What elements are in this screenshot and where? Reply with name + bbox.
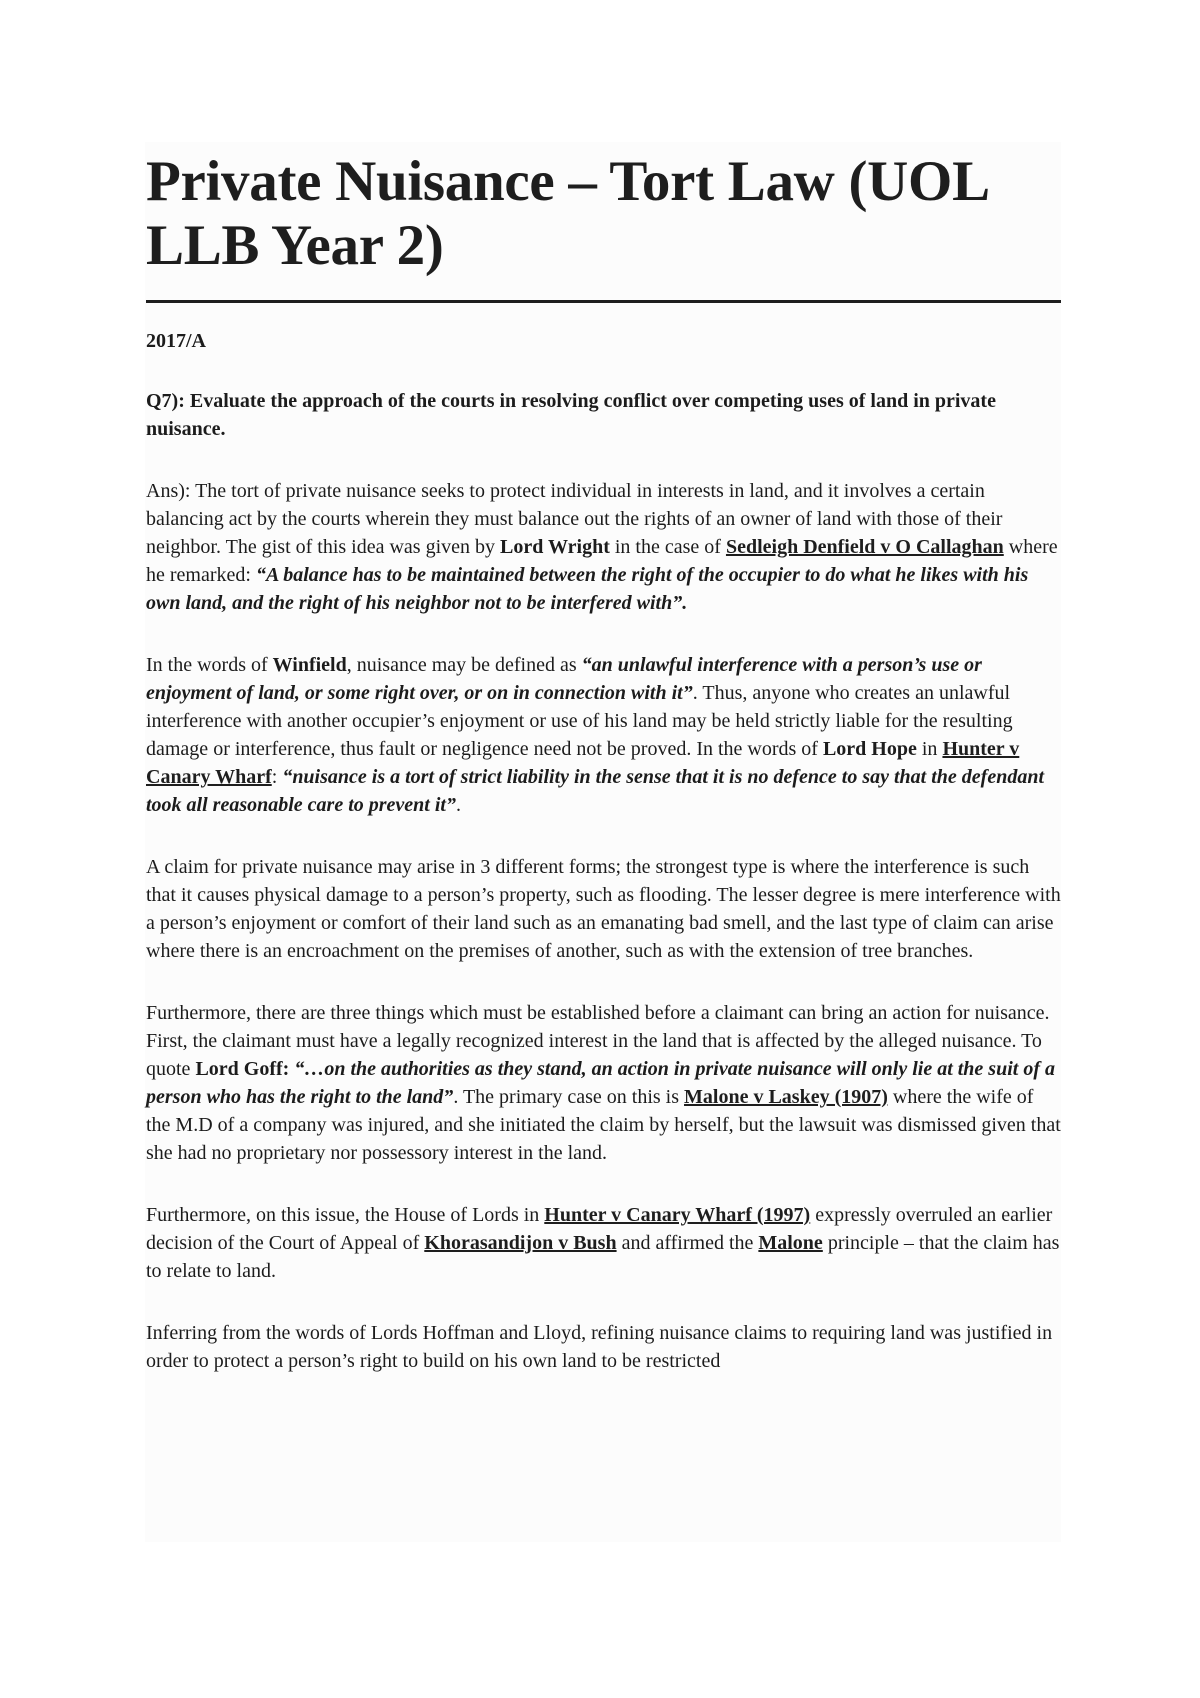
text: Furthermore, there are three things which must be established before a claimant can bring an action for nuisance. First, the claimant must have a legally recognized interest in the land that is affected by the alleged nuisance. To quote: [146, 1002, 1050, 1080]
paragraph-answer-intro: [146, 477, 1061, 617]
title-line-2: LLB Year 2): [146, 214, 444, 277]
quote: “an unlawful interference with a person’s use or enjoyment of land, or some right over, or on in connection with it”: [146, 654, 982, 704]
paragraph-forms-of-claim: [146, 853, 1061, 965]
quote: “…on the authorities as they stand, an action in private nuisance will only lie at the suit of a person who has the right to the land”: [146, 1058, 1055, 1108]
text: Furthermore, on this issue, the House of Lords in: [146, 1204, 545, 1226]
text: Inferring from the words of Lords Hoffman and Lloyd, refining nuisance claims to requiring land was justified in order to protect a person’s right to build on his own land to be restricted: [146, 1322, 1053, 1372]
author-name: Winfield: [272, 654, 347, 676]
text: .: [455, 794, 461, 816]
text: In the words of: [146, 654, 273, 676]
case-link-hunter-canary-wharf[interactable]: Hunter v Canary Wharf: [146, 738, 1020, 788]
paragraph-requirements: [146, 999, 1061, 1167]
case-link-malone-v-laskey[interactable]: Malone v Laskey (1907): [684, 1086, 888, 1108]
text: in the case of: [609, 536, 726, 558]
text: expressly overruled an earlier decision of the Court of Appeal of: [146, 1204, 1053, 1254]
text: . The primary case on this is: [453, 1086, 685, 1108]
case-link-malone[interactable]: Malone: [758, 1232, 823, 1254]
case-link-sedleigh-denfield[interactable]: Sedleigh Denfield v O Callaghan: [725, 536, 1004, 558]
text: and affirmed the: [616, 1232, 759, 1254]
title-divider: [146, 300, 1061, 303]
exam-reference: 2017/A: [146, 330, 206, 352]
paragraph-inferring: [146, 1319, 1061, 1375]
case-link-hunter-canary-wharf-1997[interactable]: Hunter v Canary Wharf (1997): [544, 1204, 811, 1226]
text: where the wife of the M.D of a company was injured, and she initiated the claim by herself, but the lawsuit was dismissed given that she had no proprietary nor possessory interest in the land.: [146, 1086, 1061, 1164]
text: A claim for private nuisance may arise in 3 different forms; the strongest type is where the interference is such that it causes physical damage to a person’s property, such as flooding. The lesser degree is mere interference with a person’s enjoyment or comfort of their land such as an emanating bad smell, and the last type of claim can arise where there is an encroachment on the premises of another, such as with the extension of tree branches.: [146, 856, 1061, 962]
paragraph-definition: [146, 651, 1061, 819]
paragraph-house-of-lords: [146, 1201, 1061, 1285]
document-body: [146, 150, 1061, 1375]
text: principle – that the claim has to relate to land.: [146, 1232, 1060, 1282]
quote: “A balance has to be maintained between the right of the occupier to do what he likes with his own land, and the right of his neighbor not to be interfered with”.: [146, 564, 1029, 614]
judge-name: Lord Hope: [822, 738, 917, 760]
judge-name: Lord Goff:: [195, 1058, 290, 1080]
quote: “nuisance is a tort of strict liability in the sense that it is no defence to say that the defendant took all reasonable care to prevent it”: [146, 766, 1045, 816]
judge-name: Lord Wright: [500, 536, 610, 558]
text: in: [916, 738, 943, 760]
question-text: Q7): Evaluate the approach of the courts in resolving conflict over competing uses of land in private nuisance.: [146, 390, 996, 440]
text: where he remarked:: [146, 536, 1058, 586]
text: :: [271, 766, 283, 788]
case-link-khorasandijon-v-bush[interactable]: Khorasandijon v Bush: [424, 1232, 617, 1254]
document-title: [146, 150, 1061, 278]
title-line-1: Private Nuisance – Tort Law (UOL: [146, 150, 990, 213]
text: . Thus, anyone who creates an unlawful interference with another occupier’s enjoyment or use of his land may be held strictly liable for the resulting damage or interference, thus fault or negligence need not be proved. In the words of: [146, 682, 1013, 760]
text: Ans): The tort of private nuisance seeks to protect individual in interests in land, and it involves a certain balancing act by the courts wherein they must balance out the rights of an owner of land with those of their neighbor. The gist of this idea was given by: [146, 480, 1003, 558]
text: , nuisance may be defined as: [346, 654, 582, 676]
